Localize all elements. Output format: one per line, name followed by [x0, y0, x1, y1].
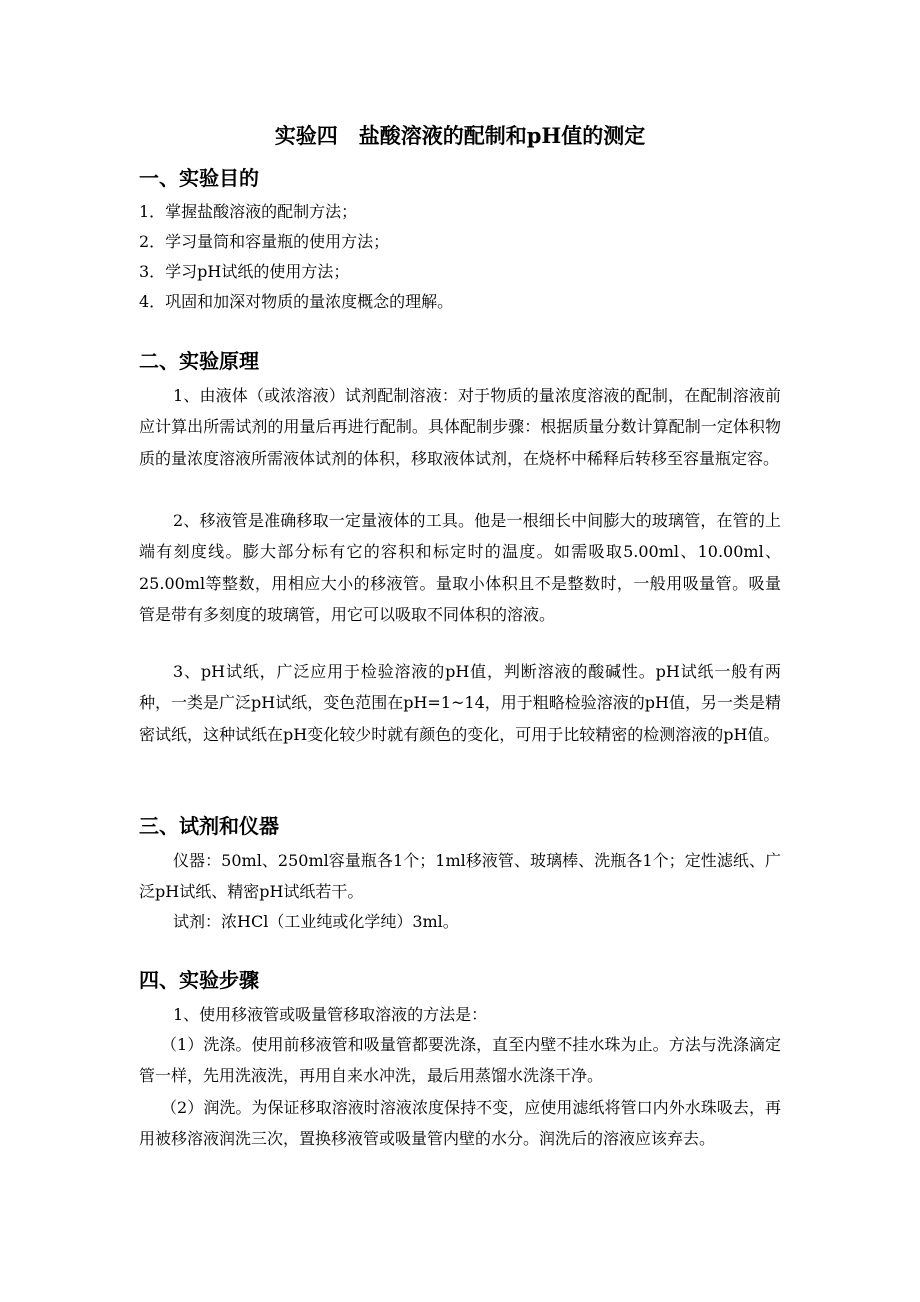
- section-heading-principle: 二、实验原理: [139, 349, 259, 373]
- section-heading-procedure: 四、实验步骤: [139, 968, 259, 992]
- section-heading-reagents: 三、试剂和仪器: [139, 814, 279, 838]
- procedure-step-wash: （1）洗涤。使用前移液管和吸量管都要洗涤，直至内壁不挂水珠为止。方法与洗涤滴定管一样，先用洗液洗，再用自来水冲洗，最后用蒸馏水洗涤干净。: [139, 1035, 781, 1086]
- section-heading-objectives: 一、实验目的: [139, 166, 259, 190]
- objective-item: 4．巩固和加深对物质的量浓度概念的理解。: [139, 292, 454, 311]
- objective-item: 1．掌握盐酸溶液的配制方法；: [139, 202, 358, 221]
- procedure-step-rinse: （2）润洗。为保证移取溶液时溶液浓度保持不变，应使用滤纸将管口内外水珠吸去，再用被移溶液润洗三次，置换移液管或吸量管内壁的水分。润洗后的溶液应该弃去。: [139, 1098, 781, 1149]
- procedure-paragraph-intro: 1、使用移液管或吸量管移取溶液的方法是：: [173, 1005, 488, 1024]
- document-title: 实验四 盐酸溶液的配制和pH值的测定: [274, 123, 646, 148]
- objective-item: 3．学习pH试纸的使用方法；: [139, 262, 350, 281]
- instruments-paragraph: 仪器：50ml、250ml容量瓶各1个；1ml移液管、玻璃棒、洗瓶各1个；定性滤纸、广泛pH试纸、精密pH试纸若干。: [139, 851, 781, 902]
- principle-paragraph-3: 3、pH试纸，广泛应用于检验溶液的pH值，判断溶液的酸碱性。pH试纸一般有两种，一类是广泛pH试纸，变色范围在pH=1~14，用于粗略检验溶液的pH值，另一类是精密试纸，这种试纸在pH变化较少时就有颜色的变化，可用于比较精密的检测溶液的pH值。: [139, 662, 781, 744]
- principle-paragraph-2: 2、移液管是准确移取一定量液体的工具。他是一根细长中间膨大的玻璃管，在管的上端有刻度线。膨大部分标有它的容积和标定时的温度。如需吸取5.00ml、10.00ml、25.00ml等整数，用相应大小的移液管。量取小体积且不是整数时，一般用吸量管。吸量管是带有多刻度的玻璃管，用它可以吸取不同体积的溶液。: [139, 511, 781, 624]
- objective-item: 2．学习量筒和容量瓶的使用方法；: [139, 232, 390, 251]
- principle-paragraph-1: 1、由液体（或浓溶液）试剂配制溶液：对于物质的量浓度溶液的配制，在配制溶液前应计算出所需试剂的用量后再进行配制。具体配制步骤：根据质量分数计算配制一定体积物质的量浓度溶液所需液体试剂的体积，移取液体试剂，在烧杯中稀释后转移至容量瓶定容。: [139, 386, 781, 468]
- reagents-paragraph: 试剂：浓HCl（工业纯或化学纯）3ml。: [173, 912, 459, 931]
